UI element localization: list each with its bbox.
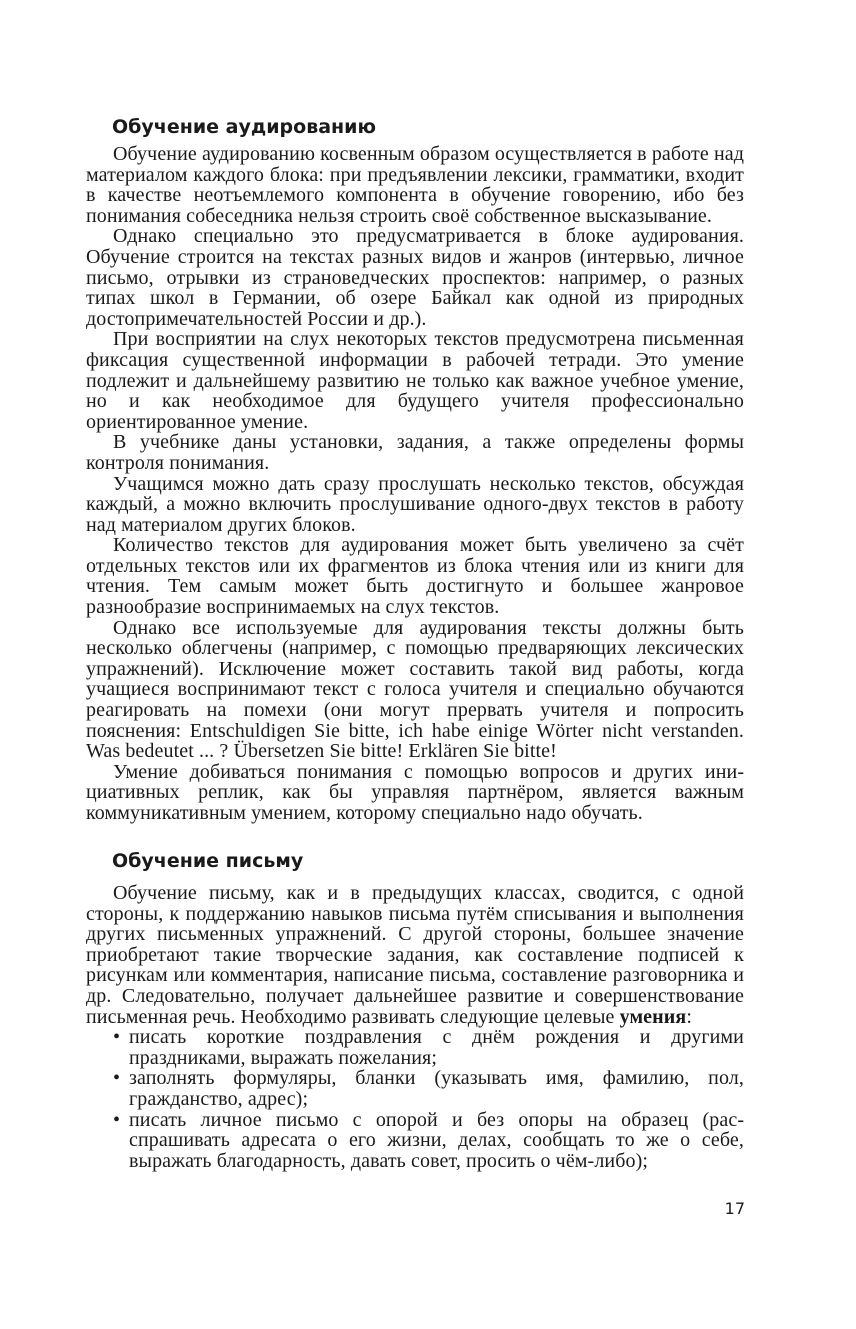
intro-bold-term: умения [619, 1005, 687, 1028]
paragraph-intro [86, 883, 744, 1027]
paragraph: Учащимся можно дать сразу прослушать несколько текстов, обсуждая каждый, а можно включить прослушивание одного-двух текстов в работу над материалом других блоков. [86, 472, 744, 536]
paragraph: Однако все используемые для аудирования тексты должны быть несколько облегчены (например, с помощью предваряющих лексических упражнений). Исключение может составить такой вид работы, когда учащиеся воспринимают текст с голоса учителя и специально обучаются реагировать на помехи (они могут прервать учителя и попросить пояснения: Entschuldigen Sie bitte, ich habe einige Wörter nicht verstanden. Was bedeutet ... ? Übersetzen Sie bitte! Erklären Sie bitte! [86, 616, 744, 763]
paragraph: В учебнике даны установки, задания, а также определены формы контроля понимания. [86, 431, 744, 474]
paragraph: Однако специально это предусматривается в блоке аудирования. Обучение строится на текстах разных видов и жанров (интервью, личное письмо, отрывки из страноведческих проспектов: например, о разных типах школ в Германии, об озере Байкал как одной из природных достопримечательностей России и др.). [86, 225, 744, 330]
list-item [86, 1110, 744, 1172]
page-number: 17 [724, 1199, 745, 1218]
paragraph: Умение добиваться понимания с помощью вопросов и других инициативных реплик, как бы управляя партнёром, является важным коммуникативным умением, которому специально надо обучать. [86, 760, 744, 824]
intro-colon: : [686, 1005, 692, 1028]
list-item-text: заполнять формуляры, бланки (указывать имя, фамилию, пол, гражданство, адрес); [129, 1067, 744, 1110]
section-heading-writing: Обучение письму [112, 850, 304, 872]
paragraph: Обучение аудированию косвенным образом осуществляется в работе над материалом каждого блока: при предъявлении лексики, грамматики, входит в качестве неотъемлемого компонента в обучение говорению, ибо без понимания собеседника нельзя строить своё собственное высказывание. [86, 143, 744, 227]
section-body-listening [86, 144, 744, 824]
list-item [86, 1068, 744, 1109]
section-body-writing [86, 883, 744, 1171]
section-heading-listening: Обучение аудированию [112, 116, 376, 138]
skills-list [86, 1027, 744, 1171]
list-item-text: писать личное письмо с опорой и без опоры на образец (расспрашивать адресата о его жизни, делах, сообщать то же о себе, выражать благодарность, давать совет, просить о чём-либо); [129, 1108, 744, 1172]
paragraph: Количество текстов для аудирования может быть увеличено за счёт отдельных текстов или их фрагментов из блока чтения или из книги для чтения. Тем самым может быть достигнуто и большее жанровое разнообразие воспринимаемых на слух текстов. [86, 534, 744, 619]
intro-text: Обучение письму, как и в предыдущих классах, сводится, с одной стороны, к поддержанию навыков письма путём списывания и выполнения других письменных упражнений. С другой стороны, большее значение приобретают такие творческие задания, как составление подписей к рисункам или комментария, написание письма, составление разговорника и др. Следовательно, получает дальнейшее развитие и совершенствование письменная речь. Необходимо развивать следующие целевые [86, 882, 744, 1028]
list-item-text: писать короткие поздравления с днём рождения и другими праздниками, выражать пожелания; [129, 1026, 744, 1069]
bullet-icon: • [113, 1067, 121, 1090]
paragraph: При восприятии на слух некоторых текстов предусмотрена письменная фиксация существенной информации в рабочей тетради. Это умение подлежит и дальнейшему развитию не только как важное учебное умение, но и как необходимое для будущего учителя профессионально ориентированное умение. [86, 328, 744, 433]
bullet-icon: • [113, 1026, 121, 1049]
list-item [86, 1027, 744, 1068]
bullet-icon: • [113, 1108, 121, 1131]
